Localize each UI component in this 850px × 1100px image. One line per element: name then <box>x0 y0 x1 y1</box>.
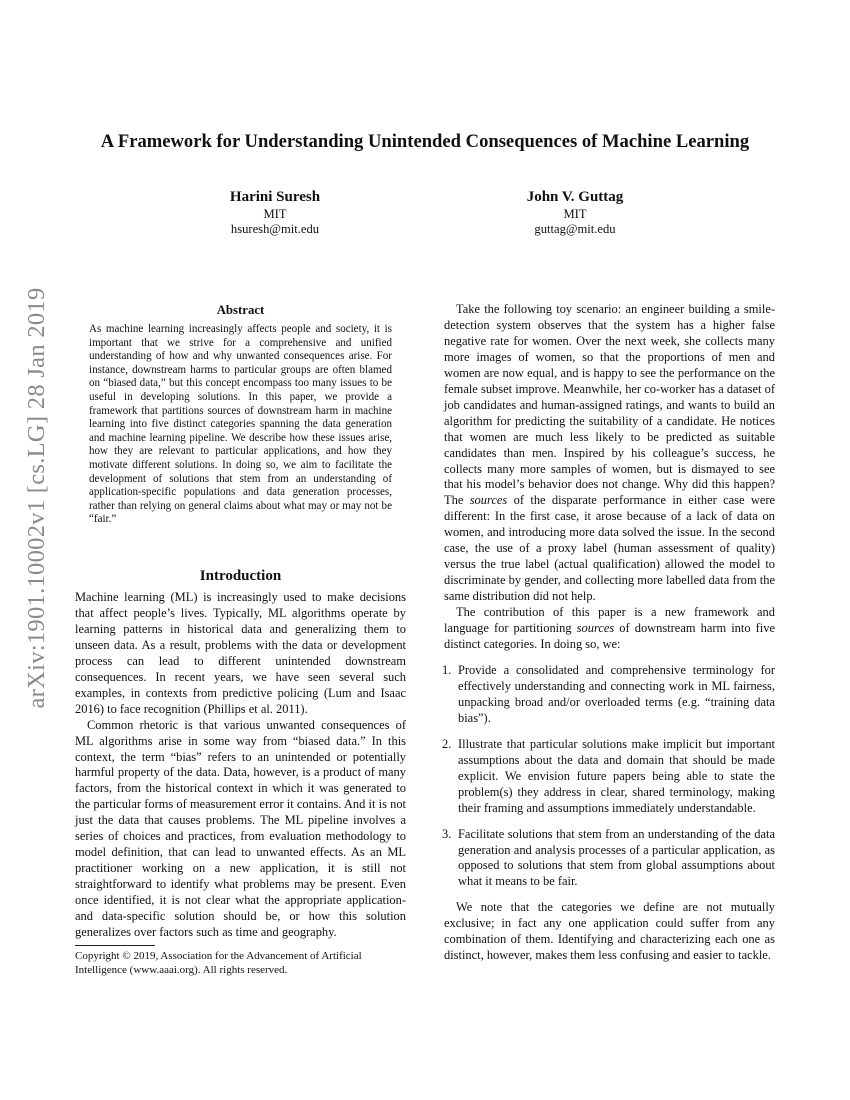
scenario-paragraph <box>444 302 775 605</box>
introduction-section <box>75 590 406 941</box>
list-item-text: Facilitate solutions that stem from an understanding of the data generation and analysis processes of a particular application, as opposed to solutions that stem from global assumptions about what it means to be fair. <box>458 826 775 889</box>
copyright-footnote: Copyright © 2019, Association for the Advancement of Artificial Intelligence (www.aaai.org). All rights reserved. <box>75 950 362 976</box>
scenario-text-start: Take the following toy scenario: an engineer building a smile-detection system observes that the system has a higher false negative rate for women. Over the next week, she collects many more images of women, so that the proportions of men and women are now equal, and is happy to see the performance on the female subset improve. Meanwhile, her co-worker has a dataset of job candidates and human-assigned ratings, and wants to build an algorithm for predicting the suitability of a candidate. He notices that women are much less likely to be predicted as suitable candidates than men. Inspired by his colleague’s success, he collects many more samples of women, but is dismayed to see that his model’s behavior does not change. Why did this happen? The <box>444 302 775 508</box>
author-block <box>165 188 385 236</box>
abstract-heading: Abstract <box>216 303 265 317</box>
list-number: 2. <box>442 736 452 751</box>
list-number: 3. <box>442 826 452 841</box>
introduction-paragraph: Common rhetoric is that various unwanted consequences of ML algorithms arise in some way from “biased data.” In this context, the term “bias” refers to an unintended or potentially harmful property of the data. Data, however, is a product of many factors, from the historical context in which it was generated to the particular forms of measurement error it contains. And it is not just the data that causes problems. The ML pipeline involves a series of choices and practices, from evaluation methodology to model definition, that can lead to unwanted effects. As an ML practitioner working on a new application, it is still not straightforward to identify what problems may be present. Even once identified, it is not clear what the appropriate application- and data-specific solution should be, or how this solution generalizes over factors such as time and geography. <box>75 717 406 940</box>
scenario-text-end: of the disparate performance in either case were different: In the first case, it arose because of a lack of data on women, and introducing more data solved the issue. In the second case, the use of a proxy label (human assessment of quality) versus the true label (actual qualification) allowed the model to discriminate by gender, and collecting more labelled data from the same distribution did not help. <box>444 493 776 604</box>
abstract-text: As machine learning increasingly affects people and society, it is important that we strive for a comprehensive and unified understanding of how and why unwanted consequences arise. For instance, downstream harms to particular groups are often blamed on “biased data,” but this concept encompass too many issues to be useful in developing solutions. In this paper, we provide a framework that partitions sources of downstream harm in machine learning into five distinct categories spanning the data generation and machine learning pipeline. We describe how these issues arise, how they are relevant to particular applications, and how they motivate different solutions. In doing so, we aim to facilitate the development of solutions that stem from an understanding of application-specific populations and data generation processes, rather than relying on general claims about what may or may not be “fair.” <box>89 323 392 526</box>
list-item <box>444 827 775 891</box>
introduction-paragraph: Machine learning (ML) is increasingly used to make decisions that affect people’s lives. Typically, ML algorithms operate by learning patterns in historical data and generalizing them to unseen data. As a result, problems with the data or development process can lead to different unintended downstream consequences. In recent years, we have seen several such examples, in contexts from predictive policing (Lum and Isaac 2016) to face recognition (Phillips et al. 2011). <box>75 590 406 716</box>
contributions-list <box>444 663 775 890</box>
closing-paragraph: We note that the categories we define are not mutually exclusive; in fact any one application could suffer from any combination of them. Identifying and characterizing each one as distinct, however, makes them less confusing and easier to tackle. <box>444 900 775 963</box>
author-name: John V. Guttag <box>526 189 624 205</box>
author-email: hsuresh@mit.edu <box>230 221 320 236</box>
author-affiliation: MIT <box>563 207 587 221</box>
author-block <box>465 188 685 236</box>
right-column <box>444 302 775 964</box>
list-item <box>444 663 775 727</box>
list-item <box>444 737 775 817</box>
contribution-paragraph <box>444 605 775 653</box>
emphasis-sources: sources <box>576 621 615 636</box>
emphasis-sources: sources <box>469 493 508 508</box>
contribution-text-end: of downstream harm into five distinct categories. In doing so, we: <box>444 621 775 652</box>
introduction-heading: Introduction <box>199 568 282 584</box>
author-name: Harini Suresh <box>229 189 321 205</box>
paper-title: A Framework for Understanding Unintended Consequences of Machine Learning <box>100 131 750 152</box>
footnote-divider <box>75 945 155 946</box>
contribution-text-start: The contribution of this paper is a new framework and language for partitioning <box>444 605 775 636</box>
list-number: 1. <box>442 662 452 677</box>
author-email: guttag@mit.edu <box>534 221 616 236</box>
list-item-text: Illustrate that particular solutions make implicit but important assumptions about the data and domain that should be made explicit. We envision future papers being able to state the problem(s) they address in clear, shared terminology, making their framing and assumptions immediately understandable. <box>458 736 775 815</box>
list-item-text: Provide a consolidated and comprehensive terminology for effectively understanding and connecting work in ML fairness, unpacking broad and/or overloaded terms (e.g. “training data bias”). <box>458 662 775 725</box>
author-affiliation: MIT <box>263 207 287 221</box>
arxiv-identifier-stamp: arXiv:1901.10002v1 [cs.LG] 28 Jan 2019 <box>23 287 50 709</box>
